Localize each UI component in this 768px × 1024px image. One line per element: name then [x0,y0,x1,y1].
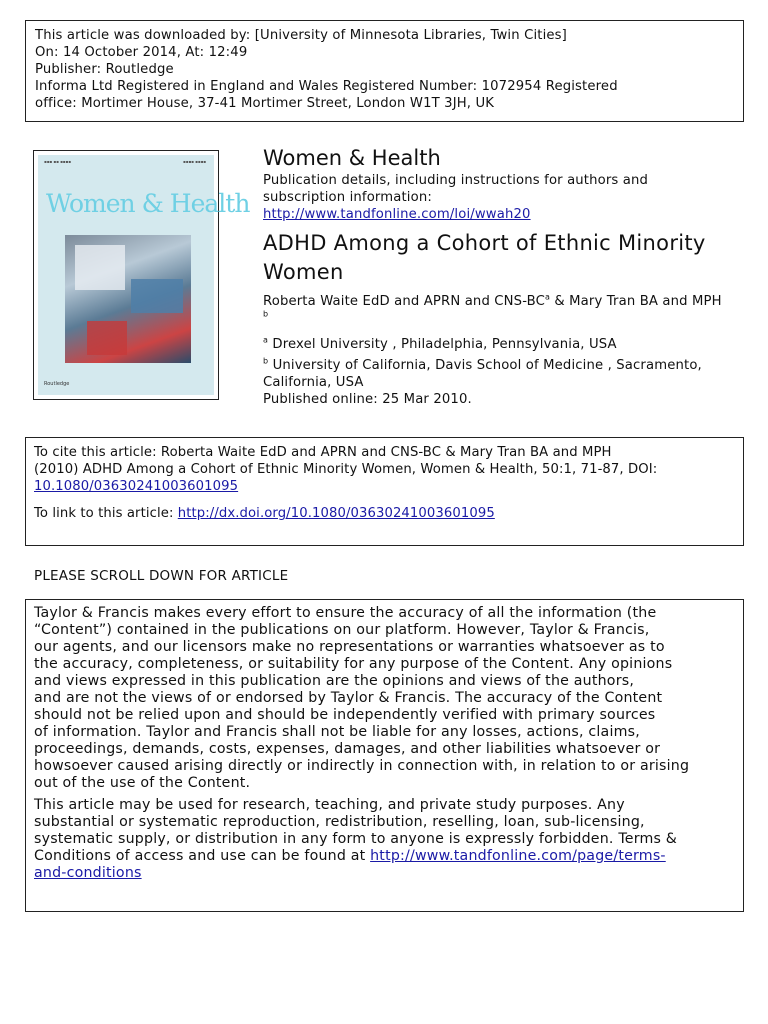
journal-url-link[interactable]: http://www.tandfonline.com/loi/wwah20 [263,207,531,222]
disclaimer-line: our agents, and our licensors make no representations or warranties whatsoever as to [34,639,665,655]
citation-line: To cite this article: Roberta Waite EdD and APRN and CNS-BC & Mary Tran BA and MPH [34,445,612,460]
disclaimer-box [25,599,744,912]
cover-publisher-logo: Routledge [44,381,70,387]
citation-box [25,437,744,546]
publisher-line: Publisher: Routledge [35,62,174,77]
published-date: Published online: 25 Mar 2010. [263,392,472,407]
author-name: Roberta Waite EdD and APRN and CNS-BC [263,294,545,309]
disclaimer-line: and are not the views of or endorsed by Taylor & Francis. The accuracy of the Content [34,690,663,706]
article-link-label: To link to this article: [34,506,178,521]
registration-line: Informa Ltd Registered in England and Wales Registered Number: 1072954 Registered [35,79,618,94]
cover-photo-region [131,279,183,313]
usage-terms-line: Conditions of access and use can be found at [34,848,371,864]
usage-terms-line: substantial or systematic reproduction, redistribution, reselling, loan, sub-licensing, [34,814,645,830]
scroll-down-notice: PLEASE SCROLL DOWN FOR ARTICLE [34,568,289,584]
cover-title: Women & Health [46,189,250,218]
disclaimer-paragraph [34,605,735,792]
disclaimer-line: “Content”) contained in the publications on our platform. However, Taylor & Francis, [34,622,650,638]
affiliation-marker: b [263,356,269,366]
disclaimer-line: should not be relied upon and should be independently verified with primary sources [34,707,656,723]
article-doi-url-link[interactable]: http://dx.doi.org/10.1080/03630241003601095 [177,506,495,521]
affiliation-marker: a [544,292,551,302]
affiliation-b [263,357,743,391]
author-name: & Mary Tran BA and MPH [550,294,722,309]
usage-terms-line: This article may be used for research, teaching, and private study purposes. Any [34,797,625,813]
article-title-line: ADHD Among a Cohort of Ethnic Minority [263,231,706,255]
disclaimer-line: howsoever caused arising directly or indirectly in connection with, in relation to or arising [34,758,690,774]
article-title [263,229,743,287]
affiliation-a [263,336,743,353]
journal-cover-image [33,150,250,400]
cover-photo-region [75,245,125,290]
affiliation-marker: a [263,335,269,345]
affiliation-text: California, USA [263,375,364,390]
office-address-line: office: Mortimer House, 37-41 Mortimer Street, London W1T 3JH, UK [35,96,495,111]
disclaimer-line: the accuracy, completeness, or suitability for any purpose of the Content. Any opinions [34,656,673,672]
disclaimer-line: out of the use of the Content. [34,775,251,791]
article-link-line [34,505,735,522]
journal-details-line: Publication details, including instructions for authors and [263,173,649,188]
affiliation-text: University of California, Davis School of Medicine , Sacramento, [272,358,702,373]
journal-details-line: subscription information: [263,190,432,205]
authors [263,293,743,327]
cover-photo [65,235,191,363]
cover-photo-region [87,321,127,355]
affiliation-marker: b [263,309,269,319]
usage-terms-paragraph [34,797,735,882]
usage-terms-line: systematic supply, or distribution in any form to anyone is expressly forbidden. Terms & [34,831,678,847]
doi-link[interactable]: 10.1080/03630241003601095 [34,479,239,494]
cover-background [38,155,250,395]
download-info-box [25,20,744,122]
cover-issn-text: ▪▪▪▪ ▪▪▪▪ [183,159,206,164]
disclaimer-line: proceedings, demands, costs, expenses, damages, and other liabilities whatsoever or [34,741,661,757]
citation-line: (2010) ADHD Among a Cohort of Ethnic Minority Women, Women & Health, 50:1, 71-87, DOI: [34,462,658,477]
article-metadata [263,144,743,408]
cover-volume-text: ▪▪▪ ▪▪ ▪▪▪▪ [44,159,71,164]
terms-conditions-link-continued[interactable]: and-conditions [34,865,142,881]
disclaimer-line: of information. Taylor and Francis shall not be liable for any losses, actions, claims, [34,724,640,740]
article-title-line: Women [263,260,344,284]
download-info-line: This article was downloaded by: [University of Minnesota Libraries, Twin Cities] [35,28,567,43]
journal-title: Women & Health [263,146,441,170]
affiliation-text: Drexel University , Philadelphia, Pennsylvania, USA [272,337,617,352]
download-date-line: On: 14 October 2014, At: 12:49 [35,45,248,60]
disclaimer-line: and views expressed in this publication are the opinions and views of the authors, [34,673,635,689]
terms-conditions-link[interactable]: http://www.tandfonline.com/page/terms- [370,848,666,864]
disclaimer-line: Taylor & Francis makes every effort to ensure the accuracy of all the information (the [34,605,657,621]
